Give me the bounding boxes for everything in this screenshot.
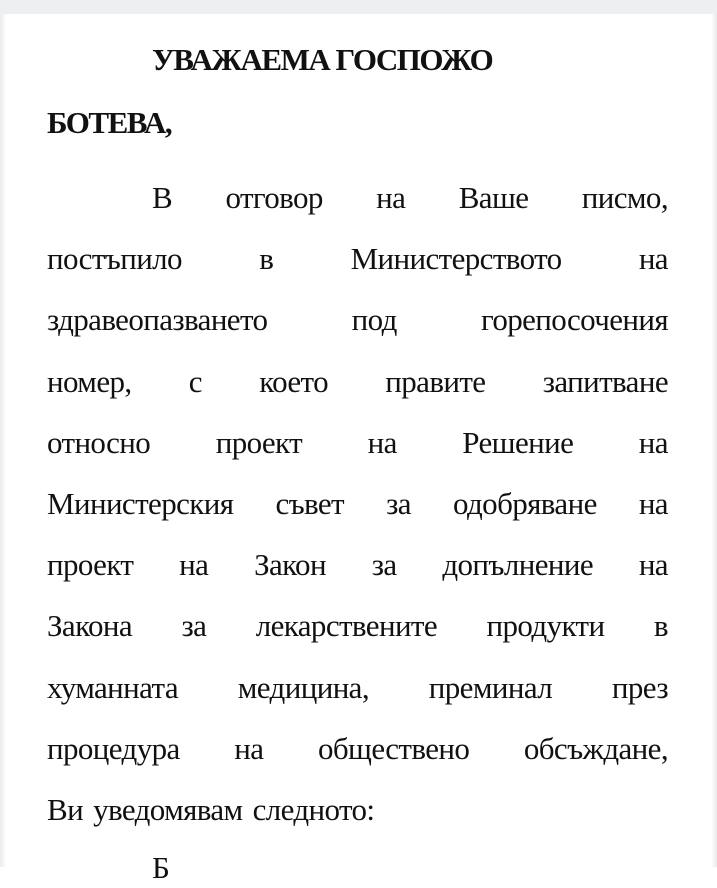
- word: Закона: [47, 608, 133, 644]
- word: правите: [385, 363, 486, 399]
- paragraph-line: [47, 545, 668, 585]
- next-paragraph-fragment: Б: [152, 850, 170, 885]
- word: лекарствените: [255, 608, 438, 644]
- word: отговор: [225, 180, 323, 215]
- word: обсъждане,: [523, 730, 668, 766]
- word: запитване: [542, 363, 668, 399]
- word: преминал: [428, 669, 553, 705]
- word: което: [259, 363, 328, 399]
- paragraph-line: [47, 484, 668, 524]
- word: на: [638, 241, 668, 277]
- word: на: [638, 424, 668, 460]
- page-shadow-right: [711, 14, 717, 867]
- word: под: [351, 302, 397, 338]
- word: Министерството: [350, 241, 562, 277]
- paragraph-line: [47, 668, 668, 708]
- salutation-line-1: УВАЖАЕМА ГОСПОЖО: [152, 42, 493, 77]
- paragraph-line: [47, 362, 668, 402]
- word: горепосочения: [480, 302, 668, 338]
- viewer-top-band: [0, 0, 717, 14]
- paragraph-line: [47, 790, 668, 830]
- word: медицина,: [237, 669, 369, 705]
- word: проект: [47, 547, 134, 583]
- word: здравеопазването: [47, 302, 268, 338]
- word: номер,: [47, 363, 132, 399]
- word: одобряване: [452, 486, 597, 521]
- paragraph-line: [152, 178, 668, 218]
- word: допълнение: [442, 547, 594, 583]
- word: за: [181, 608, 207, 644]
- page-shadow-left: [0, 14, 6, 867]
- word: писмо,: [581, 180, 668, 215]
- paragraph-line: [47, 729, 668, 769]
- paragraph-line: [47, 300, 668, 340]
- paragraph-line: [47, 239, 668, 279]
- word: Закон: [254, 547, 326, 583]
- word: на: [179, 547, 209, 583]
- word: на: [376, 180, 406, 215]
- word: процедура: [47, 730, 180, 766]
- word: хуманната: [47, 669, 178, 705]
- word: в: [259, 241, 274, 277]
- word: постъпило: [47, 241, 182, 277]
- word: Ваше: [458, 180, 529, 215]
- word: на: [367, 424, 397, 460]
- salutation-line-2: БОТЕВА,: [47, 105, 172, 140]
- word: уведомявам: [93, 792, 243, 827]
- word: Ви: [47, 792, 84, 827]
- word: за: [386, 486, 411, 521]
- word: Министерския: [47, 486, 234, 521]
- paragraph-line: [47, 423, 668, 463]
- word: на: [638, 486, 668, 521]
- word: В: [152, 180, 173, 215]
- word: следното:: [252, 792, 375, 827]
- word: проект: [215, 424, 303, 460]
- word: съвет: [275, 486, 345, 521]
- word: Решение: [462, 424, 574, 460]
- word: с: [188, 363, 202, 399]
- word: обществено: [317, 730, 470, 766]
- word: в: [653, 608, 668, 644]
- word: за: [371, 547, 397, 583]
- paragraph-line: [47, 606, 668, 646]
- word: през: [611, 669, 668, 705]
- word: на: [234, 730, 264, 766]
- word: относно: [47, 424, 151, 460]
- word: на: [638, 547, 668, 583]
- word: продукти: [486, 608, 605, 644]
